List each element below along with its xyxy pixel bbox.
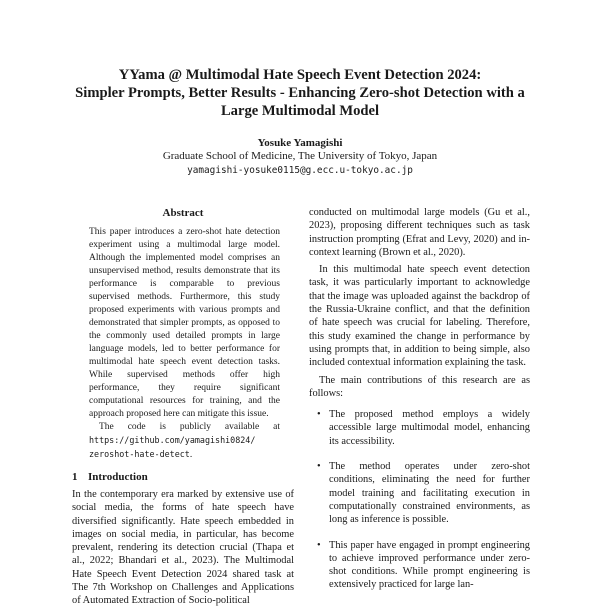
section-title: Introduction: [88, 471, 148, 483]
code-url-cont: zeroshot-hate-detect: [89, 449, 190, 459]
title-line: YYama @ Multimodal Hate Speech Event Detection 2024:: [118, 67, 482, 83]
bullet-icon: •: [317, 461, 321, 473]
abstract-text: This paper introduces a zero-shot hate detection experiment using a multimodal large model. Although the implemented model comprises an unsupervised method, results demonstrate that its performance is comparable to previous supervised methods. Furthermore, this study proposed experiments with various prompts and demonstrated that simpler prompts, as opposed to the commonly used detailed prompts in large language models, led to better performance for multimodal hate speech event detection tasks. While supervised methods offer high performance, they require significant computational resources for training, and the approach proposed here can mitigate this issue.: [89, 227, 280, 419]
contributions-list: [309, 408, 530, 592]
list-item-text: The proposed method employs a widely accessible large multimodal model, enhancing its accessibility.: [329, 409, 530, 447]
paper-title: [40, 66, 560, 120]
code-url: https://github.com/yamagishi0824/: [89, 435, 256, 445]
left-column: [72, 206, 294, 608]
author-name: Yosuke Yamagishi: [257, 137, 343, 149]
author-affiliation: Graduate School of Medicine, The University of Tokyo, Japan: [162, 150, 438, 162]
intro-paragraph: In the contemporary era marked by extensive use of social media, the forms of hate speech have diversified significantly. Hate speech embedded in images on social media, in particular, has become prevalent, rendering its detection crucial (Thapa et al., 2022; Bhandari et al., 2023). The Multimodal Hate Speech Event Detection 2024 shared task at The 7th Workshop on Challenges and Applications of Automated Extraction of Socio-political: [72, 489, 294, 607]
list-item-text: This paper have engaged in prompt engineering to achieve improved performance under zero-shot conditions. While prompt engineering is extensively practiced for large lan-: [329, 539, 530, 591]
paragraph-2: In this multimodal hate speech event detection task, it was particularly important to acknowledge that the image was uploaded against the backdrop of the Russia-Ukraine conflict, and that the definition of hate speech was crucial for labeling. Therefore, this study examined the change in performance by using prompts that, in addition to being simple, also included contextual information explaining the task.: [309, 264, 530, 369]
right-column: [309, 206, 530, 604]
code-end: .: [189, 450, 193, 460]
title-line: Large Multimodal Model: [220, 103, 380, 119]
bullet-icon: •: [317, 539, 321, 551]
list-item-text: The method operates under zero-shot conditions, eliminating the need for further model training and facilitating execution in computationally constrained environments, as long as inference is possible.: [329, 461, 530, 526]
abstract-heading: Abstract: [162, 207, 204, 219]
title-line: Simpler Prompts, Better Results - Enhancing Zero-shot Detection with a: [75, 85, 525, 101]
code-lead: The code is publicly available at: [99, 422, 280, 432]
list-item: [317, 408, 530, 448]
abstract-body: [89, 226, 280, 462]
list-item: [317, 460, 530, 526]
paragraph-3: The main contributions of this research are as follows:: [309, 374, 530, 399]
section-heading-introduction: [72, 470, 294, 484]
author-email: yamagishi-yosuke0115@g.ecc.u-tokyo.ac.jp: [187, 165, 413, 176]
section-number: 1: [72, 471, 78, 483]
code-availability: [89, 421, 280, 462]
paragraph-1: conducted on multimodal large models (Gu et al., 2023), proposing different techniques such as task instruction prompting (Efrat and Levy, 2020) and in-context learning (Brown et al., 2020).: [309, 207, 530, 258]
list-item: [317, 539, 530, 592]
bullet-icon: •: [317, 409, 321, 421]
